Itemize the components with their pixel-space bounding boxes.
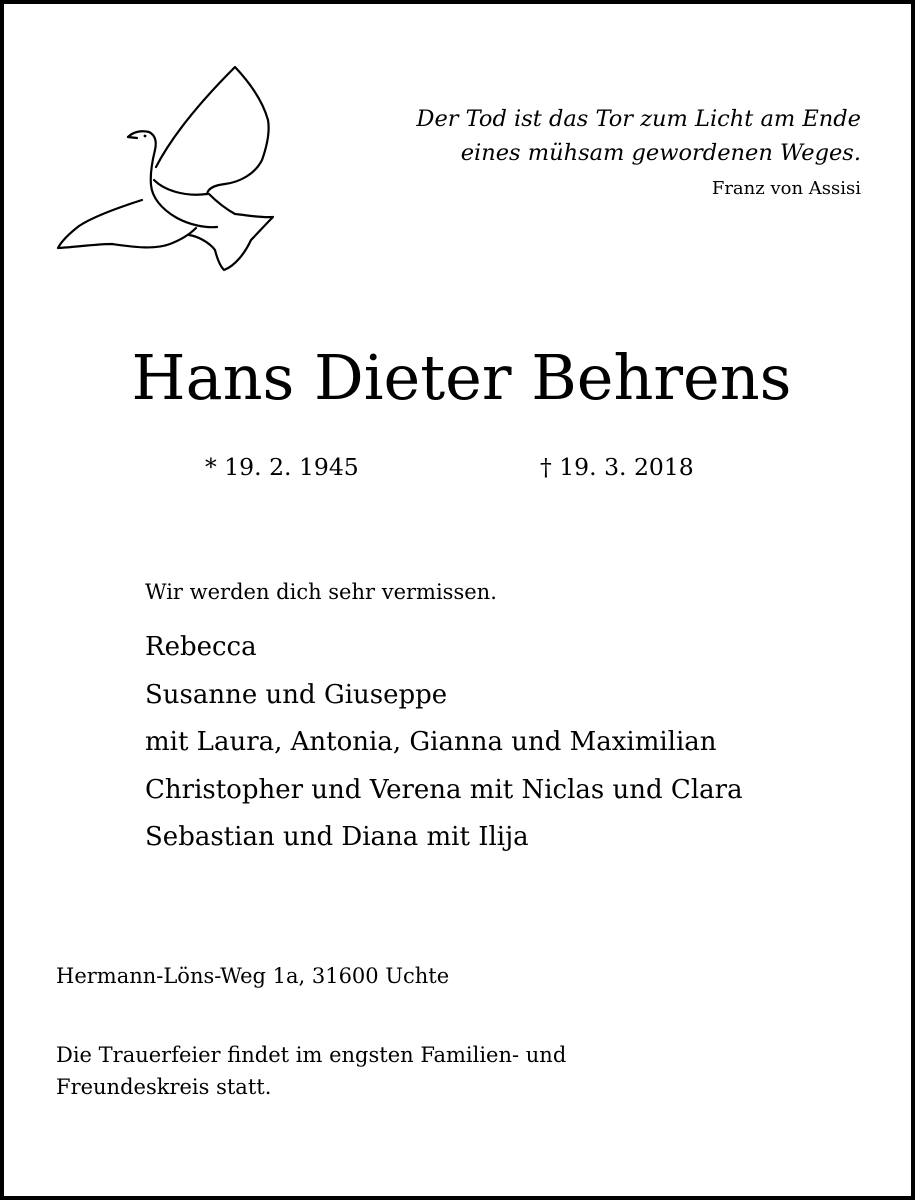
mourners-list [145,624,743,862]
death-date: † 19. 3. 2018 [540,453,694,481]
farewell-message: Wir werden dich sehr vermissen. [145,580,497,604]
mourner-line: Christopher und Verena mit Niclas und Clara [145,774,743,805]
mourner-line: Sebastian und Diana mit Ilija [145,822,529,852]
deceased-name: Hans Dieter Behrens [131,341,792,414]
address: Hermann-Löns-Weg 1a, 31600 Uchte [56,964,450,988]
ceremony-notice [56,1039,566,1103]
mourner-line: Susanne und Giuseppe [145,679,448,710]
quote-author: Franz von Assisi [711,178,861,199]
dove-icon [52,62,280,276]
ceremony-line-1: Die Trauerfeier findet im engsten Familien- und [56,1043,567,1067]
quote-text-line-2: eines mühsam gewordenen Weges. [460,140,861,166]
mourner-line: mit Laura, Antonia, Gianna und Maximilian [145,727,717,757]
quote-text-line-1: Der Tod ist das Tor zum Licht am Ende [416,106,861,132]
quote-block [416,102,861,202]
ceremony-line-2: Freundeskreis statt. [56,1075,272,1099]
birth-date: * 19. 2. 1945 [205,453,359,481]
mourner-line: Rebecca [145,632,257,662]
